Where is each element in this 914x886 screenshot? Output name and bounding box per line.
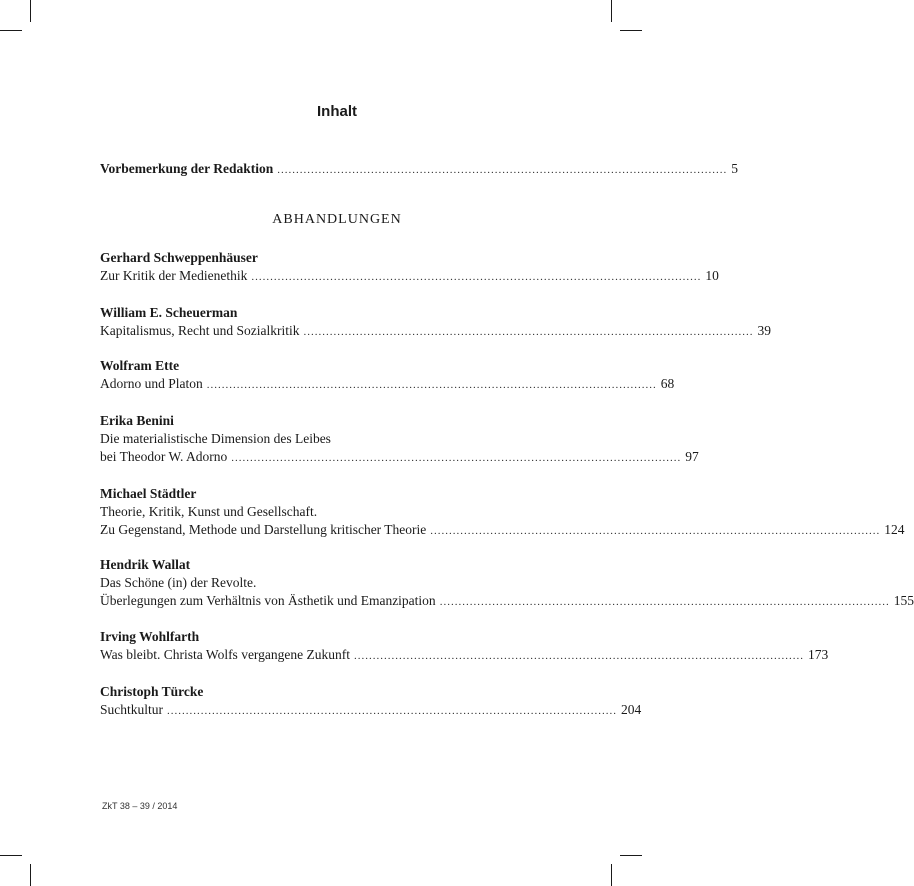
crop-mark: [620, 855, 642, 856]
dot-leader: ........................................................................................................................: [167, 705, 617, 717]
entry-title: Adorno und Platon: [100, 376, 203, 391]
entry-label: Vorbemerkung der Redaktion: [100, 161, 274, 176]
page-number: 39: [757, 323, 771, 338]
entry-title: Suchtkultur: [100, 702, 163, 717]
toc-entry[interactable]: [100, 592, 914, 611]
toc-entry[interactable]: [100, 521, 905, 540]
dot-leader: ........................................................................................................................: [231, 452, 682, 464]
entry-author: Michael Städtler: [100, 486, 197, 501]
entry-author: Hendrik Wallat: [100, 557, 191, 572]
toc-entry[interactable]: [100, 375, 675, 394]
page-number: 10: [705, 268, 719, 283]
dot-leader: ........................................................................................................................: [439, 596, 890, 608]
toc-entry[interactable]: [100, 701, 642, 720]
entry-title: Überlegungen zum Verhältnis von Ästhetik und Emanzipation: [100, 593, 436, 608]
entry-author: Wolfram Ette: [100, 358, 180, 373]
toc-entry[interactable]: [100, 322, 771, 341]
toc-entry[interactable]: [100, 646, 829, 665]
page-number: 204: [621, 702, 642, 717]
dot-leader: ........................................................................................................................: [430, 525, 881, 537]
entry-title-line: Das Schöne (in) der Revolte.: [100, 575, 257, 590]
toc-entry[interactable]: [100, 267, 719, 286]
crop-mark: [611, 0, 612, 22]
dot-leader: ........................................................................................................................: [303, 326, 754, 338]
entry-title: Kapitalismus, Recht und Sozialkritik: [100, 323, 300, 338]
toc-entry[interactable]: [100, 448, 699, 467]
page-footer: ZkT 38 – 39 / 2014: [102, 801, 178, 811]
entry-author: Gerhard Schweppenhäuser: [100, 250, 258, 265]
entry-author: Christoph Türcke: [100, 684, 204, 699]
entry-author: Irving Wohlfarth: [100, 629, 200, 644]
entry-author: William E. Scheuerman: [100, 305, 238, 320]
entry-title-line: Die materialistische Dimension des Leibes: [100, 431, 331, 446]
dot-leader: ........................................................................................................................: [354, 650, 805, 662]
page-number: 173: [808, 647, 829, 662]
toc-entry-preface[interactable]: [100, 160, 739, 179]
crop-mark: [30, 0, 31, 22]
entry-title: Zu Gegenstand, Methode und Darstellung kritischer Theorie: [100, 522, 427, 537]
page-number: 124: [884, 522, 905, 537]
dot-leader: ........................................................................................................................: [251, 271, 702, 283]
page-number: 68: [660, 376, 675, 391]
entry-title: bei Theodor W. Adorno: [100, 449, 228, 464]
crop-mark: [0, 30, 22, 31]
crop-mark: [611, 864, 612, 886]
page-number: 155: [893, 593, 914, 608]
entry-title: Was bleibt. Christa Wolfs vergangene Zukunft: [100, 647, 351, 662]
entry-title-line: Theorie, Kritik, Kunst und Gesellschaft.: [100, 504, 318, 519]
crop-mark: [30, 864, 31, 886]
entry-title: Zur Kritik der Medienethik: [100, 268, 248, 283]
dot-leader: ........................................................................................................................: [277, 164, 728, 176]
page-number: 97: [685, 449, 699, 464]
section-heading: ABHANDLUNGEN: [272, 212, 402, 227]
page-number: 5: [731, 161, 739, 176]
crop-mark: [620, 30, 642, 31]
entry-author: Erika Benini: [100, 413, 174, 428]
crop-mark: [0, 855, 22, 856]
dot-leader: ........................................................................................................................: [206, 379, 657, 391]
page-title: Inhalt: [317, 103, 357, 120]
